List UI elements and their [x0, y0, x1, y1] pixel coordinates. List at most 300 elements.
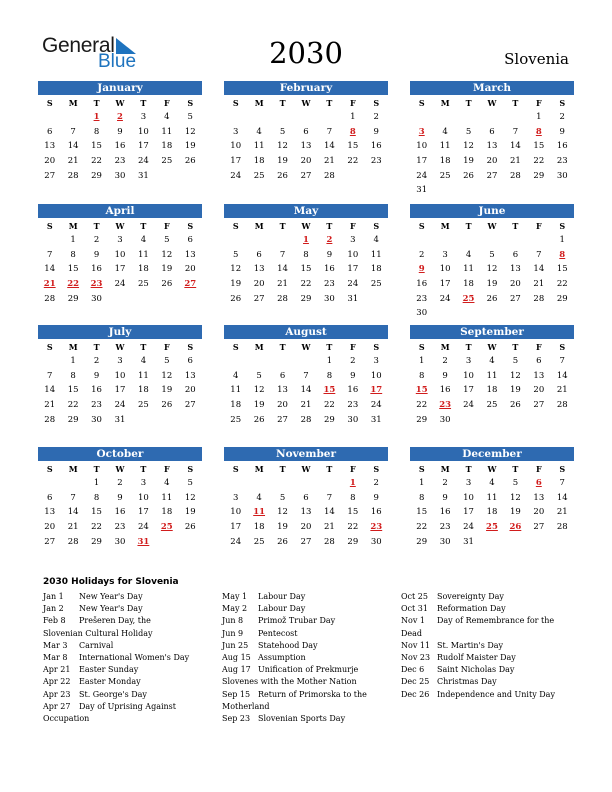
empty-day-cell — [410, 110, 433, 125]
day-cell: 1 — [559, 235, 565, 246]
day-cell: 12 — [253, 385, 265, 396]
weekday-label: M — [68, 97, 78, 108]
day-cell: 27 — [533, 522, 545, 533]
weekday-label: T — [465, 463, 472, 474]
day-cell: 19 — [253, 400, 265, 411]
day-cell: 28 — [67, 536, 79, 547]
day-cell: 25 — [370, 279, 382, 290]
day-cell: 5 — [279, 492, 286, 503]
day-cell: 18 — [439, 156, 451, 167]
day-cell: 23 — [556, 156, 568, 167]
day-cell: 22 — [556, 279, 568, 290]
logo-text-blue: Blue — [98, 51, 137, 72]
weekday-label: T — [93, 341, 100, 352]
holiday-name: International Women's Day — [79, 653, 190, 663]
weekday-label: F — [535, 463, 542, 474]
holiday-item — [43, 591, 193, 603]
holiday-day-cell: 15 — [323, 385, 336, 396]
holiday-name: St. Martin's Day — [437, 640, 504, 650]
weekday-label: S — [418, 97, 425, 108]
day-cell: 4 — [489, 478, 495, 489]
day-cell: 27 — [486, 170, 498, 181]
day-cell: 24 — [114, 400, 126, 411]
holiday-column — [222, 591, 394, 725]
day-cell: 17 — [230, 522, 242, 533]
day-cell: 16 — [114, 507, 126, 518]
day-cell: 11 — [439, 141, 451, 152]
day-cell: 22 — [347, 522, 359, 533]
month-header: February — [224, 81, 388, 95]
day-cell: 10 — [137, 126, 149, 137]
holiday-day-cell: 17 — [370, 385, 383, 396]
day-cell: 10 — [230, 141, 242, 152]
day-cell: 8 — [419, 492, 425, 503]
day-cell: 30 — [91, 293, 102, 304]
month-may — [224, 204, 388, 306]
day-cell: 21 — [323, 156, 335, 167]
empty-day-cell — [504, 306, 527, 321]
day-cell: 20 — [253, 279, 265, 290]
holiday-day-cell: 1 — [349, 478, 356, 489]
day-cell: 15 — [416, 507, 428, 518]
day-cell: 29 — [91, 536, 102, 547]
day-cell: 15 — [91, 141, 102, 152]
day-cell: 31 — [137, 170, 149, 181]
day-cell: 19 — [161, 264, 173, 275]
empty-day-cell — [108, 291, 131, 306]
day-cell: 10 — [114, 249, 126, 260]
day-cell: 23 — [370, 156, 382, 167]
day-cell: 6 — [187, 356, 193, 367]
empty-day-cell — [551, 534, 574, 549]
day-cell: 19 — [184, 507, 196, 518]
day-cell: 1 — [536, 112, 542, 123]
day-cell: 11 — [486, 492, 498, 503]
day-cell: 13 — [509, 264, 521, 275]
month-header: August — [224, 325, 388, 339]
weekday-label: T — [93, 463, 100, 474]
day-cell: 11 — [230, 385, 242, 396]
day-cell: 30 — [114, 536, 126, 547]
day-cell: 22 — [300, 279, 312, 290]
month-july — [38, 325, 202, 427]
holiday-day-cell: 23 — [370, 522, 383, 533]
weekday-label: F — [535, 220, 542, 231]
holiday-day-cell: 9 — [418, 264, 425, 275]
day-cell: 28 — [509, 170, 521, 181]
day-cell: 9 — [93, 249, 100, 260]
day-cell: 6 — [279, 370, 286, 381]
country-name: Slovenia — [504, 50, 569, 68]
empty-day-cell — [480, 183, 503, 198]
day-cell: 25 — [137, 400, 149, 411]
holiday-date: Oct 31 — [401, 604, 428, 614]
day-cell: 22 — [323, 400, 335, 411]
day-cell: 28 — [44, 414, 56, 425]
day-cell: 2 — [117, 478, 123, 489]
day-cell: 6 — [536, 356, 542, 367]
weekday-label: F — [163, 97, 170, 108]
day-cell: 16 — [114, 141, 126, 152]
holiday-column — [43, 591, 193, 725]
day-cell: 15 — [556, 264, 568, 275]
empty-day-cell — [457, 233, 480, 248]
day-cell: 19 — [509, 507, 521, 518]
holiday-date: Jan 2 — [43, 604, 64, 614]
day-cell: 9 — [326, 249, 333, 260]
day-cell: 3 — [465, 356, 472, 367]
empty-day-cell — [433, 233, 456, 248]
day-cell: 28 — [67, 170, 79, 181]
holiday-name: Labour Day — [258, 592, 306, 601]
month-september — [410, 325, 574, 427]
weekday-label: W — [301, 220, 311, 231]
empty-day-cell — [527, 306, 550, 321]
weekday-label: T — [326, 97, 333, 108]
day-cell: 12 — [486, 264, 498, 275]
day-cell: 18 — [253, 522, 265, 533]
day-cell: 25 — [253, 170, 265, 181]
day-cell: 13 — [44, 507, 56, 518]
month-header: April — [38, 204, 202, 218]
holiday-item — [222, 664, 394, 688]
day-cell: 21 — [67, 156, 79, 167]
holiday-item — [401, 664, 573, 676]
day-cell: 8 — [70, 249, 76, 260]
day-cell: 29 — [300, 293, 312, 304]
day-cell: 20 — [486, 156, 498, 167]
holiday-date: Dec 25 — [401, 677, 430, 687]
weekday-label: T — [140, 220, 147, 231]
empty-day-cell — [457, 306, 480, 321]
day-cell: 22 — [533, 156, 545, 167]
weekday-label: F — [349, 463, 356, 474]
month-november — [224, 447, 388, 549]
holiday-name: Independence and Unity Day — [437, 689, 555, 699]
day-cell: 30 — [323, 293, 335, 304]
holiday-day-cell: 15 — [415, 385, 428, 396]
day-cell: 14 — [300, 385, 312, 396]
day-cell: 7 — [326, 126, 333, 137]
day-cell: 24 — [137, 156, 149, 167]
day-cell: 21 — [533, 279, 545, 290]
empty-day-cell — [480, 233, 503, 248]
day-cell: 12 — [161, 249, 173, 260]
day-cell: 13 — [486, 141, 498, 152]
empty-day-cell — [271, 110, 294, 125]
weekday-label: S — [373, 341, 380, 352]
weekday-label: W — [301, 341, 311, 352]
holiday-day-cell: 25 — [486, 522, 498, 533]
empty-day-cell — [551, 183, 574, 198]
holiday-name: Prešeren Day, the Slovenian Cultural Holiday — [43, 616, 153, 638]
day-cell: 8 — [419, 370, 425, 381]
weekday-label: T — [326, 220, 333, 231]
holiday-name: Day of Uprising Against Occupation — [43, 701, 176, 724]
day-cell: 21 — [67, 522, 79, 533]
day-cell: 26 — [230, 293, 242, 304]
day-cell: 8 — [326, 370, 333, 381]
holiday-date: May 2 — [222, 604, 248, 614]
weekday-label: T — [279, 341, 286, 352]
day-cell: 20 — [44, 156, 56, 167]
day-cell: 23 — [114, 156, 126, 167]
day-cell: 2 — [93, 356, 100, 367]
day-cell: 24 — [416, 170, 428, 181]
weekday-label: W — [301, 463, 311, 474]
day-cell: 20 — [184, 264, 196, 275]
holiday-item — [401, 603, 573, 615]
day-cell: 21 — [277, 279, 288, 290]
day-cell: 8 — [303, 249, 309, 260]
holiday-name: Unification of Prekmurje Slovenes with the Mother Nation — [222, 665, 359, 687]
logo-text-general: General — [42, 34, 115, 57]
day-cell: 25 — [439, 170, 451, 181]
day-cell: 3 — [117, 356, 123, 367]
holiday-item — [43, 701, 193, 725]
day-cell: 26 — [161, 279, 173, 290]
day-cell: 18 — [137, 385, 149, 396]
empty-day-cell — [224, 476, 247, 491]
weekday-label: S — [373, 97, 380, 108]
day-cell: 12 — [184, 126, 196, 137]
day-cell: 9 — [117, 492, 123, 503]
day-cell: 16 — [347, 385, 359, 396]
holiday-name: Assumption — [258, 653, 306, 663]
weekday-label: F — [349, 220, 356, 231]
day-cell: 5 — [187, 478, 193, 489]
weekday-label: M — [254, 220, 264, 231]
day-cell: 27 — [300, 170, 312, 181]
day-cell: 3 — [140, 112, 147, 123]
day-cell: 17 — [463, 385, 474, 396]
day-cell: 18 — [486, 507, 498, 518]
month-december — [410, 447, 574, 549]
holiday-name: Statehood Day — [258, 640, 318, 650]
weekday-label: T — [512, 97, 519, 108]
day-cell: 3 — [233, 492, 239, 503]
weekday-label: T — [512, 341, 519, 352]
empty-day-cell — [271, 233, 294, 248]
weekday-label: M — [440, 341, 450, 352]
empty-day-cell — [504, 110, 527, 125]
holiday-date: Sep 15 — [222, 689, 251, 699]
day-cell: 27 — [277, 414, 288, 425]
day-cell: 3 — [442, 249, 448, 260]
weekday-label: S — [559, 463, 566, 474]
weekday-label: T — [93, 97, 100, 108]
weekday-label: W — [115, 97, 125, 108]
empty-day-cell — [457, 412, 480, 427]
day-cell: 24 — [230, 536, 242, 547]
day-cell: 28 — [556, 400, 568, 411]
weekday-label: T — [140, 97, 147, 108]
day-cell: 5 — [233, 249, 239, 260]
day-cell: 10 — [416, 141, 428, 152]
holiday-date: Nov 11 — [401, 640, 431, 650]
weekday-label: F — [535, 341, 542, 352]
weekday-label: S — [46, 220, 53, 231]
holiday-day-cell: 25 — [462, 293, 475, 304]
day-cell: 7 — [536, 249, 542, 260]
holiday-name: Sovereignty Day — [437, 592, 504, 601]
empty-day-cell — [247, 476, 270, 491]
holiday-item — [43, 603, 193, 615]
holiday-name: Easter Monday — [79, 677, 141, 687]
day-cell: 15 — [67, 264, 79, 275]
holiday-day-cell: 27 — [184, 279, 197, 290]
holiday-name: New Year's Day — [79, 592, 143, 601]
day-cell: 22 — [91, 522, 102, 533]
holiday-day-cell: 21 — [43, 279, 56, 290]
day-cell: 18 — [253, 156, 265, 167]
day-cell: 14 — [323, 507, 335, 518]
holiday-item — [222, 591, 394, 603]
day-cell: 14 — [556, 370, 568, 381]
holiday-date: Aug 15 — [222, 653, 251, 663]
holiday-item — [43, 664, 193, 676]
day-cell: 27 — [184, 400, 196, 411]
day-cell: 11 — [370, 249, 382, 260]
day-cell: 29 — [91, 170, 102, 181]
day-cell: 16 — [439, 507, 451, 518]
holiday-day-cell: 2 — [117, 112, 123, 123]
day-cell: 19 — [161, 385, 173, 396]
weekday-label: S — [232, 341, 239, 352]
weekday-label: T — [140, 463, 147, 474]
day-cell: 3 — [465, 478, 472, 489]
day-cell: 13 — [44, 141, 56, 152]
holiday-day-cell: 11 — [253, 507, 266, 518]
holiday-name: Pentecost — [258, 628, 298, 638]
day-cell: 30 — [416, 308, 428, 319]
holiday-name: Primož Trubar Day — [258, 616, 336, 626]
day-cell: 10 — [463, 370, 474, 381]
empty-day-cell — [224, 233, 247, 248]
empty-day-cell — [318, 110, 341, 125]
day-cell: 3 — [350, 235, 356, 246]
empty-day-cell — [271, 476, 294, 491]
day-cell: 4 — [373, 235, 379, 246]
day-cell: 16 — [370, 507, 382, 518]
day-cell: 8 — [93, 126, 100, 137]
day-cell: 24 — [463, 400, 474, 411]
weekday-label: S — [46, 463, 53, 474]
holiday-day-cell: 8 — [559, 249, 566, 260]
holiday-date: Dec 26 — [401, 689, 430, 699]
empty-day-cell — [61, 476, 84, 491]
holiday-day-cell: 23 — [439, 400, 452, 411]
day-cell: 4 — [256, 492, 262, 503]
empty-day-cell — [457, 183, 480, 198]
weekday-label: F — [163, 341, 170, 352]
empty-day-cell — [294, 354, 317, 369]
day-cell: 28 — [44, 293, 56, 304]
empty-day-cell — [480, 110, 503, 125]
day-cell: 9 — [350, 370, 356, 381]
holiday-date: Nov 1 — [401, 616, 425, 626]
day-cell: 13 — [277, 385, 288, 396]
day-cell: 19 — [277, 156, 288, 167]
day-cell: 21 — [509, 156, 521, 167]
holiday-day-cell: 23 — [90, 279, 103, 290]
day-cell: 16 — [556, 141, 568, 152]
holiday-name: Christmas Day — [437, 677, 497, 687]
holiday-item — [43, 676, 193, 688]
empty-day-cell — [365, 168, 388, 183]
day-cell: 30 — [347, 414, 359, 425]
day-cell: 7 — [47, 370, 53, 381]
holiday-day-cell: 8 — [349, 126, 356, 137]
weekday-label: M — [440, 220, 450, 231]
day-cell: 18 — [161, 141, 173, 152]
day-cell: 11 — [486, 370, 498, 381]
holiday-item — [222, 615, 394, 627]
month-june — [410, 204, 574, 321]
day-cell: 26 — [277, 170, 288, 181]
weekday-label: S — [232, 97, 239, 108]
weekday-label: S — [373, 463, 380, 474]
empty-day-cell — [433, 110, 456, 125]
holiday-name: Reformation Day — [437, 604, 506, 614]
day-cell: 26 — [184, 522, 196, 533]
day-cell: 23 — [347, 400, 359, 411]
weekday-label: M — [254, 463, 264, 474]
weekday-label: S — [232, 220, 239, 231]
day-cell: 25 — [161, 156, 173, 167]
day-cell: 13 — [253, 264, 265, 275]
weekday-label: S — [559, 97, 566, 108]
day-cell: 14 — [67, 507, 79, 518]
day-cell: 30 — [370, 536, 382, 547]
holiday-day-cell: 22 — [67, 279, 80, 290]
holiday-day-cell: 26 — [509, 522, 522, 533]
day-cell: 13 — [533, 370, 545, 381]
day-cell: 26 — [486, 293, 498, 304]
weekday-label: T — [326, 341, 333, 352]
day-cell: 12 — [184, 492, 196, 503]
month-header: November — [224, 447, 388, 461]
day-cell: 5 — [164, 235, 170, 246]
holiday-item — [401, 652, 573, 664]
weekday-label: T — [326, 463, 333, 474]
empty-day-cell — [179, 291, 202, 306]
day-cell: 27 — [44, 536, 56, 547]
day-cell: 17 — [347, 264, 359, 275]
day-cell: 13 — [533, 492, 545, 503]
holiday-item — [222, 689, 394, 713]
day-cell: 11 — [161, 492, 173, 503]
day-cell: 20 — [44, 522, 56, 533]
empty-day-cell — [155, 291, 178, 306]
weekday-label: M — [68, 463, 78, 474]
day-cell: 18 — [230, 400, 242, 411]
day-cell: 2 — [559, 112, 565, 123]
empty-day-cell — [155, 412, 178, 427]
day-cell: 14 — [277, 264, 288, 275]
day-cell: 31 — [463, 536, 474, 547]
weekday-label: W — [115, 341, 125, 352]
weekday-label: W — [487, 463, 497, 474]
day-cell: 27 — [533, 400, 545, 411]
day-cell: 4 — [442, 126, 448, 137]
day-cell: 29 — [323, 414, 335, 425]
day-cell: 15 — [347, 141, 359, 152]
holiday-date: May 1 — [222, 592, 248, 601]
empty-day-cell — [504, 233, 527, 248]
day-cell: 29 — [416, 414, 428, 425]
empty-day-cell — [132, 291, 155, 306]
